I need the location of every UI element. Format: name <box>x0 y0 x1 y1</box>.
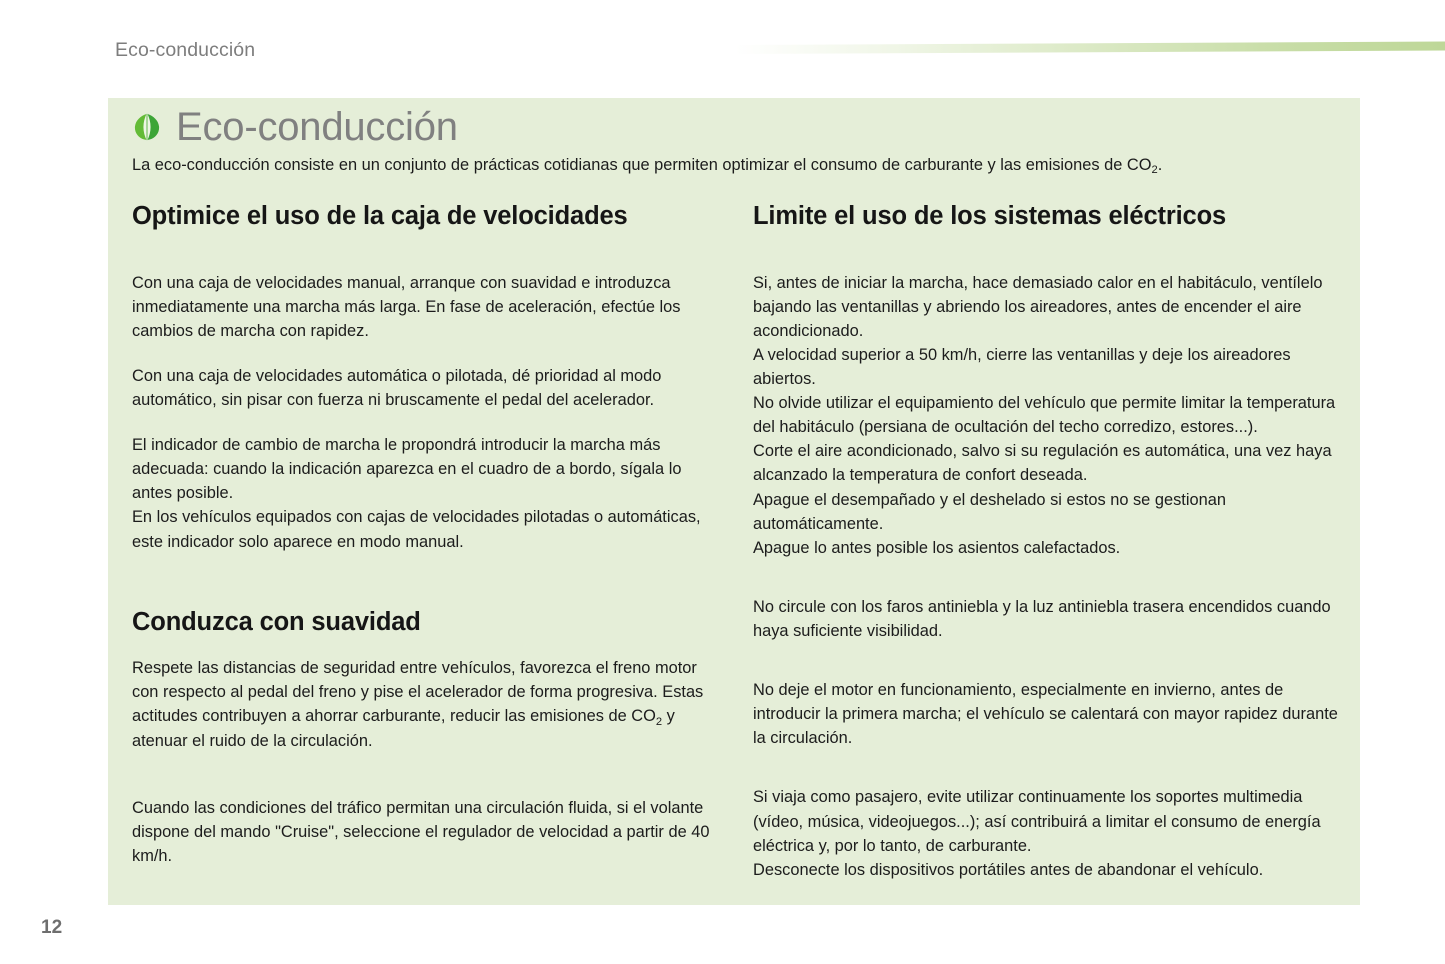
spacer <box>753 581 1344 595</box>
paragraph-safety-distance-main: Respete las distancias de seguridad entre vehículos, favorezca el freno motor con respecto al pedal del freno y pise el acelerador de forma progresiva. Estas actitudes contribuyen a ahorrar carburante, reducir las emisiones de CO <box>132 659 704 726</box>
paragraph-fog-lamps: No circule con los faros antiniebla y la luz antiniebla trasera encendidos cuando haya suficiente visibilidad. <box>753 597 1331 640</box>
spacer <box>132 636 723 656</box>
paragraph-safety-distance-end: y atenuar el ruido de la circulación. <box>132 707 675 750</box>
paragraph-piloted-gearbox: En los vehículos equipados con cajas de velocidades pilotadas o automáticas, este indicador solo aparece en modo manual. <box>132 508 701 551</box>
spacer <box>753 664 1344 678</box>
running-head: Eco-conducción <box>115 39 256 61</box>
spacer <box>753 231 1344 271</box>
paragraph-cruise-control: Cuando las condiciones del tráfico permitan una circulación fluida, si el volante dispone del mando "Cruise", seleccione el regulador de velocidad a partir de 40 km/h. <box>132 798 710 865</box>
header-gradient-rule <box>735 42 1445 54</box>
paragraph-gear-shift-indicator: El indicador de cambio de marcha le propondrá introducir la marcha más adecuada: cuando la indicación aparezca en el cuadro de a bordo, sígala lo antes posible. <box>132 436 682 503</box>
paragraph-high-speed-windows: A velocidad superior a 50 km/h, cierre las ventanillas y deje los aireadores abiertos. <box>753 345 1291 388</box>
right-column <box>753 202 1344 903</box>
paragraph-heated-seats: Apague lo antes posible los asientos calefactados. <box>753 538 1121 557</box>
spacer <box>132 774 723 796</box>
intro-co2-subscript: 2 <box>1151 164 1158 177</box>
spacer <box>753 771 1344 785</box>
paragraph-cabin-heat: Si, antes de iniciar la marcha, hace demasiado calor en el habitáculo, ventílelo bajando las ventanillas y abriendo los aireadores, antes de encender el aire acondicionado. <box>753 273 1323 340</box>
paragraph-multimedia: Si viaja como pasajero, evite utilizar continuamente los soportes multimedia (vídeo, música, videojuegos...); así contribuirá a limitar el consumo de energía eléctrica y, por lo tanto, de carburante. <box>753 788 1321 855</box>
content-columns <box>132 202 1344 903</box>
page-title: Eco-conducción <box>176 105 458 149</box>
section-heading-gearbox: Optimice el uso de la caja de velocidades <box>132 202 628 230</box>
paragraph-air-conditioning: Corte el aire acondicionado, salvo si su regulación es automática, una vez haya alcanzado la temperatura de confort deseada. <box>753 442 1332 485</box>
spacer <box>132 575 723 608</box>
paragraph-automatic-gearbox: Con una caja de velocidades automática o pilotada, dé prioridad al modo automático, sin pisar con fuerza ni bruscamente el pedal del acelerador. <box>132 366 662 409</box>
page-number: 12 <box>41 917 63 938</box>
paragraph-co2-subscript: 2 <box>655 715 663 728</box>
intro-text-end: . <box>1157 156 1163 174</box>
panel-intro-text <box>132 155 1342 176</box>
paragraph-manual-gearbox: Con una caja de velocidades manual, arranque con suavidad e introduzca inmediatamente una marcha más larga. En fase de aceleración, efectúe los cambios de marcha con rapidez. <box>132 273 681 340</box>
paragraph-portable-devices: Desconecte los dispositivos portátiles antes de abandonar el vehículo. <box>753 860 1264 879</box>
intro-text-main: La eco-conducción consiste en un conjunto de prácticas cotidianas que permiten optimizar el consumo de carburante y las emisiones de CO <box>132 156 1152 174</box>
section-heading-smooth-driving: Conduzca con suavidad <box>132 607 421 636</box>
left-column <box>132 202 723 903</box>
leaf-icon <box>132 112 162 142</box>
paragraph-cabin-temperature-equipment: No olvide utilizar el equipamiento del vehículo que permite limitar la temperatura del habitáculo (persiana de ocultación del techo corredizo, estores...). <box>753 394 1336 437</box>
paragraph-engine-idling: No deje el motor en funcionamiento, especialmente en invierno, antes de introducir la primera marcha; el vehículo se calentará con mayor rapidez durante la circulación. <box>753 681 1338 748</box>
spacer <box>132 231 723 271</box>
paragraph-demisting: Apague el desempañado y el deshelado si estos no se gestionan automáticamente. <box>753 490 1226 533</box>
panel-title-row <box>132 107 458 147</box>
paragraph-safety-distance <box>132 656 723 752</box>
eco-driving-panel <box>108 98 1360 905</box>
section-heading-electrical-systems: Limite el uso de los sistemas eléctricos <box>753 202 1227 230</box>
